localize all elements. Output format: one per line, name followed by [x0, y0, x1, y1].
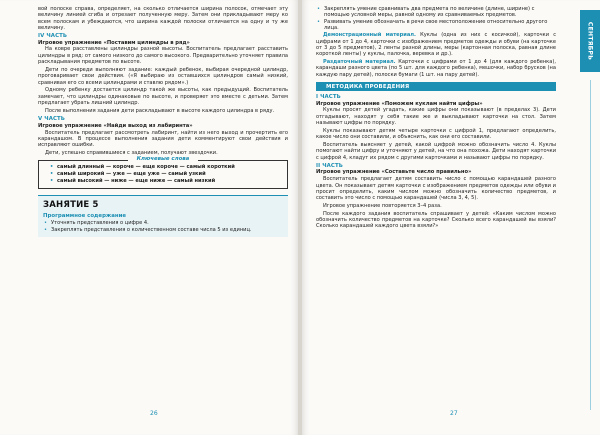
- section-heading-2: II ЧАСТЬ: [316, 162, 343, 169]
- bullet-icon: •: [50, 171, 54, 178]
- handout-material: Раздаточный материал. Карточки с цифрами от 1 до 4 (для каждого ребенка), карандаши разного цвета (по 5 шт. для каждого ребенка), мешочки, набор брусков (на каждую пару детей), полоски бумаги (1 шт. на пару детей).: [316, 59, 556, 78]
- lesson-block: [38, 195, 288, 237]
- section-heading-1: I ЧАСТЬ: [316, 94, 341, 101]
- program-heading: Программное содержание: [43, 212, 127, 219]
- month-tab-label: СЕНТЯБРЬ: [586, 21, 594, 61]
- bullet-icon: •: [50, 164, 54, 171]
- right-paragraph-5: Игровое упражнение повторяется 3–4 раза.: [323, 202, 442, 209]
- right-paragraph-3: Воспитатель выясняет у детей, какой цифрой можно обозначить число 4. Куклы помогают найти цифру и уточняют у детей, на что она похожа. Дети находят карточки с цифрой 4, кладут их рядом с другими карточками и называют цифры по порядку.: [316, 142, 556, 161]
- method-banner: МЕТОДИКА ПРОВЕДЕНИЯ: [316, 82, 556, 91]
- bullet-icon: •: [50, 178, 54, 185]
- section-heading-5: V ЧАСТЬ: [38, 116, 66, 123]
- bullet-icon: •: [44, 226, 48, 233]
- right-paragraph-1: Куклы просят детей угадать, какие цифры они показывают (в пределах 3). Дети отгадывают, находят у себя такие же и выкладывают карточки на стол. Затем называют цифры по порядку.: [316, 107, 556, 126]
- keywords-title: Ключевые слова: [128, 156, 198, 162]
- left-paragraph-7: Дети, успешно справившиеся с заданием, получают звездочки.: [45, 150, 218, 157]
- left-page: [0, 0, 298, 435]
- left-paragraph-3: Дети по очереди выполняют задание: каждый ребенок, выбирая очередной цилиндр, проговаривает свои действия. («Я выбираю из оставшихся цилиндров самый низкий, сравнивая его со всеми цилиндрами и ставлю рядом».): [38, 66, 288, 86]
- page-number-left: 26: [150, 410, 158, 417]
- keywords-box: [38, 156, 288, 189]
- program-item: • Уточнять представления о цифре 4.: [44, 219, 149, 226]
- program-item: • Развивать умение обозначать в речи свое местоположение относительно другого лица.: [317, 19, 548, 32]
- right-paragraph-4: Воспитатель предлагает детям составить число с помощью карандашей разного цвета. Он показывает детям карточки с изображением предметов одежды или обуви и просит определить, каким числом можно обозначить количество предметов, и составить это число с помощью карандашей (числа 3, 4, 5).: [316, 176, 556, 202]
- right-paragraph-6: После каждого задания воспитатель спрашивает у детей: «Каким числом можно обозначить количество предметов на карточке? Сколько всего карандашей вы взяли? Сколько карандашей каждого цвета взяли?»: [316, 210, 556, 230]
- left-paragraph-1: вой полоске справа, определяет, на сколько отличается ширина полосок, отмечает эту величину линией сгиба и отрезает полученную меру. Затем они прикладывают меру ко всем полоскам и убеждаются, что ширина каждой полоски отличается на одну и ту же величину.: [38, 6, 288, 31]
- game-title-cylinders: Игровое упражнение «Поставим цилиндры в ряд»: [38, 39, 190, 46]
- bullet-icon: •: [317, 6, 321, 12]
- month-tab: [580, 10, 600, 72]
- game-title-dolls: Игровое упражнение «Поможем куклам найти цифры»: [316, 100, 483, 107]
- keyword-item: • самый высокий — ниже — еще ниже — самый низкий: [50, 178, 216, 185]
- left-paragraph-6: Воспитатель предлагает рассмотреть лабиринт, найти из него выход и прочертить его карандашом. В процессе выполнения задания дети комментируют свои действия и исправляют ошибки.: [38, 129, 288, 149]
- program-item: • Закреплять представления о количественном составе числа 5 из единиц.: [44, 226, 252, 233]
- program-item: • Закреплять умение сравнивать два предмета по величине (длине, ширине) с помощью условной меры, равной одному из сравниваемых предметов.: [317, 6, 535, 19]
- right-page: [302, 0, 600, 435]
- right-paragraph-2: Куклы показывают детям четыре карточки с цифрой 1, предлагают определить, какое число они составили, и объяснить, как они его составили.: [316, 127, 556, 141]
- left-paragraph-4: Одному ребенку достается цилиндр такой же высоты, как предыдущий. Воспитатель замечает, что цилиндры одинаковые по высоте, и проверяет это вместе с детьми. Затем предлагает убрать лишний цилиндр.: [38, 87, 288, 107]
- game-title-labyrinth: Игровое упражнение «Найди выход из лабиринта»: [38, 122, 193, 129]
- keyword-item: • самый широкий — уже — еще уже — самый узкий: [50, 171, 206, 178]
- lesson-title: ЗАНЯТИЕ 5: [43, 199, 99, 210]
- page-number-right: 27: [450, 410, 458, 417]
- game-title-compose: Игровое упражнение «Составьте число правильно»: [316, 169, 472, 176]
- bullet-icon: •: [317, 19, 321, 26]
- left-paragraph-2: На ковре расставлены цилиндры разной высоты. Воспитатель предлагает расставить цилиндры в ряд: от самого низкого до самого высокого. Предварительно уточняет правила раскладывания предметов по высоте.: [38, 46, 288, 66]
- demo-material: Демонстрационный материал. Куклы (одна из них с косичкой), карточки с цифрами от 1 до 4, карточки с изображением предметов одежды и обуви (на карточке от 3 до 5 предметов), 2 ленты разной длины, меры (картонная полоска, равная длине короткой ленты) у куклы, палочка, веревка и др.).: [316, 32, 556, 58]
- left-column: [38, 6, 288, 237]
- keyword-item: • самый длинный — короче — еще короче — самый короткий: [50, 164, 235, 171]
- left-paragraph-5: После выполнения задания дети раскладывают в высоте каждого цилиндра в ряду.: [45, 107, 275, 114]
- margin-rule: [590, 80, 591, 410]
- bullet-icon: •: [44, 219, 48, 226]
- section-heading-4: IV ЧАСТЬ: [38, 33, 68, 40]
- right-column: [316, 6, 556, 231]
